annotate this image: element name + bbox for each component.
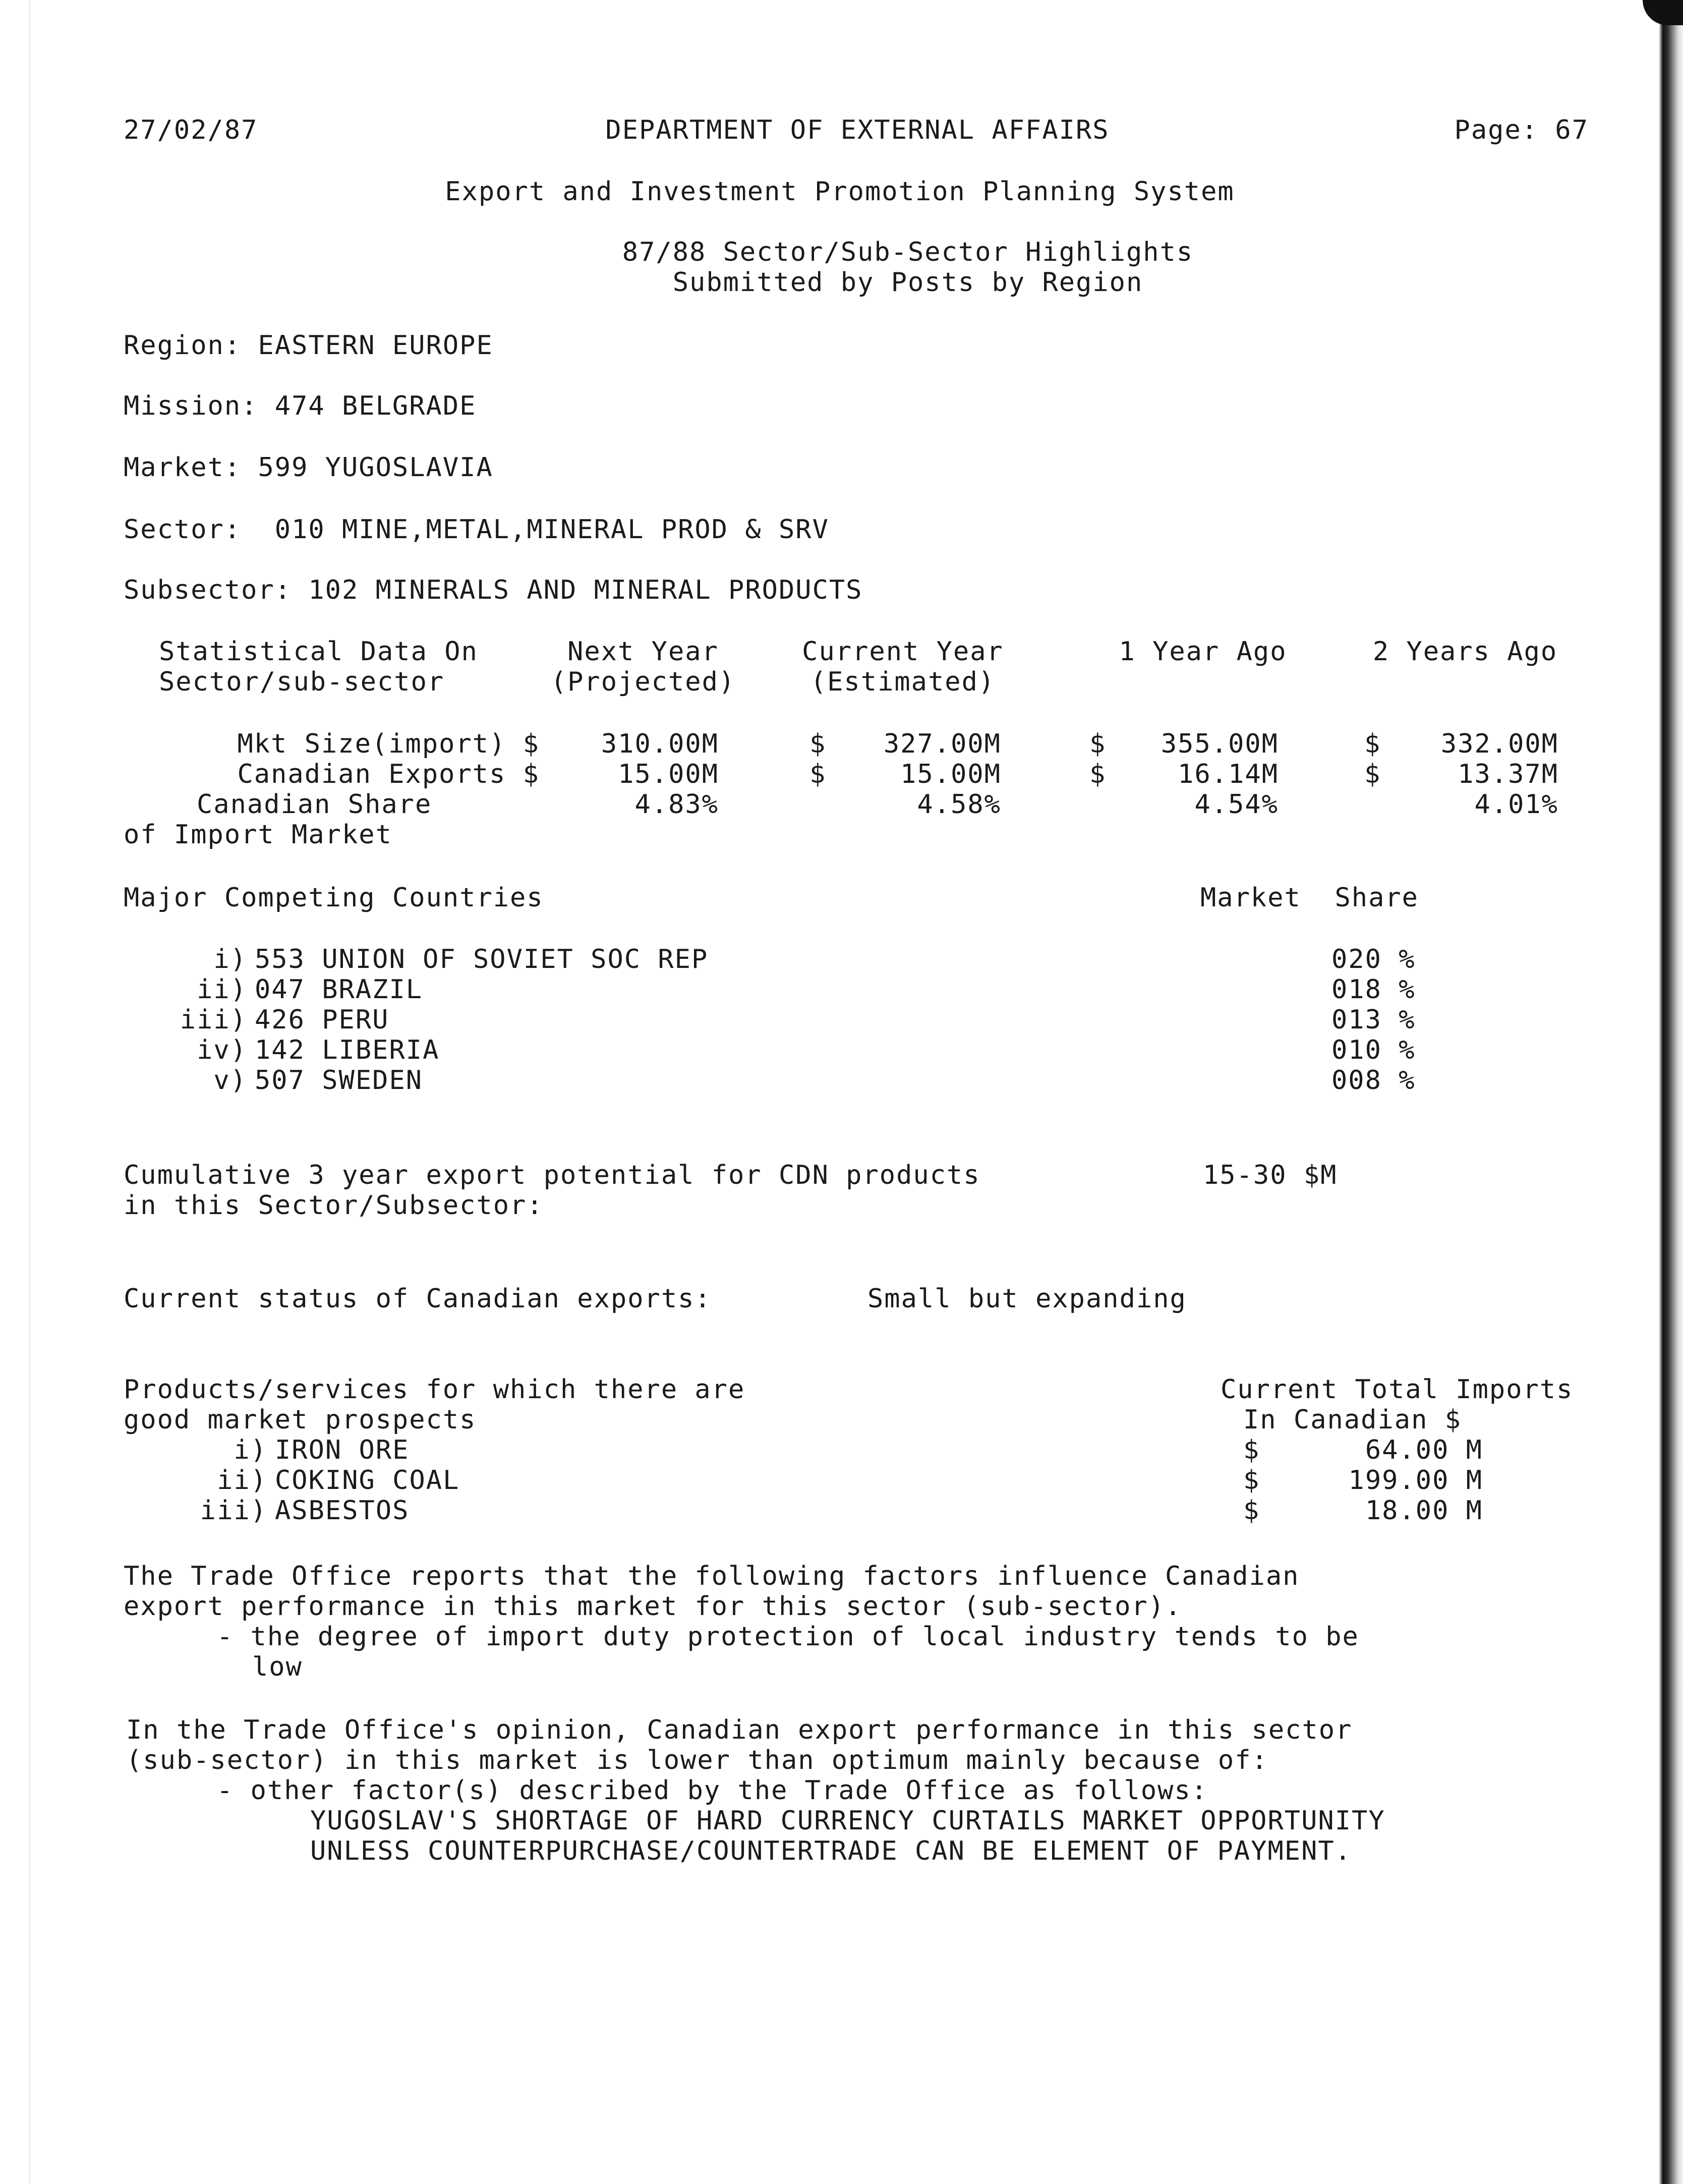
col-current-year: Current Year [802,637,1004,667]
currency-symbol: $ [809,729,827,759]
product-name: IRON ORE [275,1435,410,1465]
opinion-bullet: - other factor(s) described by the Trade Office as follows: [217,1775,1208,1806]
cell-two-years-ago: 4.01% [1474,789,1558,820]
currency-symbol: $ [1364,729,1381,759]
factors-bullet: - the degree of import duty protection of local industry tends to be [217,1622,1359,1652]
page-left-edge [29,0,30,2184]
product-imports-value: 199.00 M [1348,1465,1483,1496]
cell-two-years-ago: 13.37M [1458,759,1558,789]
currency-symbol: $ [1364,759,1381,789]
row-label: Canadian Exports $ [237,759,540,789]
country-share: 010 % [1331,1035,1416,1065]
report-title: 87/88 Sector/Sub-Sector Highlights [622,237,1194,267]
country-share: 013 % [1331,1005,1416,1035]
product-imports-value: 64.00 M [1365,1435,1483,1465]
potential-line-2: in this Sector/Subsector: [124,1190,544,1221]
col-current-year-sub: (Estimated) [810,667,996,697]
row-label: Canadian Share [197,789,432,820]
country-name: 507 SWEDEN [255,1065,423,1096]
country-share: 008 % [1331,1065,1416,1096]
competitors-heading: Major Competing Countries [124,883,544,913]
stats-head-label-2: Sector/sub-sector [159,667,445,697]
currency-symbol: $ [1243,1435,1260,1465]
system-name: Export and Investment Promotion Planning System [445,177,1235,207]
item-number: iii) [180,1005,247,1035]
col-one-year-ago: 1 Year Ago [1119,637,1287,667]
country-name: 426 PERU [255,1005,389,1035]
item-number: i) [213,944,247,974]
cell-next-year: 310.00M [601,729,719,759]
cell-current-year: 327.00M [883,729,1001,759]
mission-field: Mission: 474 BELGRADE [124,391,477,421]
opinion-line-1: In the Trade Office's opinion, Canadian export performance in this sector [126,1715,1353,1745]
market-share-heading: Market Share [1200,883,1419,913]
item-number: ii) [217,1465,267,1496]
factors-bullet-cont: low [252,1652,303,1682]
country-name: 142 LIBERIA [255,1035,440,1065]
cell-one-year-ago: 16.14M [1178,759,1279,789]
market-field: Market: 599 YUGOSLAVIA [124,452,493,483]
potential-line-1: Cumulative 3 year export potential for CDN products [124,1160,980,1190]
report-subtitle: Submitted by Posts by Region [672,267,1143,298]
currency-symbol: $ [1089,759,1107,789]
product-imports-value: 18.00 M [1365,1496,1483,1526]
col-next-year: Next Year [567,637,719,667]
country-share: 018 % [1331,974,1416,1005]
subsector-field: Subsector: 102 MINERALS AND MINERAL PRODUCTS [124,575,863,605]
share-note: of Import Market [124,820,392,850]
opinion-line-2: (sub-sector) in this market is lower than optimum mainly because of: [126,1745,1268,1775]
products-line-2: good market prospects [124,1405,477,1435]
col-two-years-ago: 2 Years Ago [1372,637,1558,667]
department-name: DEPARTMENT OF EXTERNAL AFFAIRS [605,115,1110,145]
item-number: i) [234,1435,267,1465]
currency-symbol: $ [1243,1465,1260,1496]
region-field: Region: EASTERN EUROPE [124,330,493,361]
imports-heading: Current Total Imports [1221,1374,1574,1405]
opinion-detail-2: UNLESS COUNTERPURCHASE/COUNTERTRADE CAN BE ELEMENT OF PAYMENT. [310,1836,1352,1866]
stats-head-label: Statistical Data On [159,637,478,667]
cell-current-year: 4.58% [917,789,1001,820]
products-line-1: Products/services for which there are [124,1374,745,1405]
cell-one-year-ago: 4.54% [1194,789,1279,820]
item-number: iii) [200,1496,267,1526]
status-label: Current status of Canadian exports: [124,1284,712,1314]
item-number: v) [213,1065,247,1096]
page-right-edge [1648,0,1683,2184]
status-value: Small but expanding [867,1284,1187,1314]
factors-line-1: The Trade Office reports that the following factors influence Canadian [124,1561,1300,1591]
country-name: 553 UNION OF SOVIET SOC REP [255,944,709,974]
cell-one-year-ago: 355.00M [1160,729,1279,759]
item-number: iv) [197,1035,247,1065]
imports-subheading: In Canadian $ [1243,1405,1462,1435]
cell-next-year: 4.83% [634,789,719,820]
page-number: Page: 67 [1454,115,1589,145]
cell-next-year: 15.00M [618,759,719,789]
row-label: Mkt Size(import) $ [237,729,540,759]
item-number: ii) [197,974,247,1005]
potential-value: 15-30 $M [1203,1160,1338,1190]
product-name: ASBESTOS [275,1496,410,1526]
product-name: COKING COAL [275,1465,460,1496]
currency-symbol: $ [1243,1496,1260,1526]
country-share: 020 % [1331,944,1416,974]
sector-field: Sector: 010 MINE,METAL,MINERAL PROD & SRV [124,514,829,545]
opinion-detail-1: YUGOSLAV'S SHORTAGE OF HARD CURRENCY CURTAILS MARKET OPPORTUNITY [310,1806,1385,1836]
currency-symbol: $ [809,759,827,789]
cell-two-years-ago: 332.00M [1440,729,1558,759]
country-name: 047 BRAZIL [255,974,423,1005]
factors-line-2: export performance in this market for this sector (sub-sector). [124,1591,1182,1622]
cell-current-year: 15.00M [900,759,1001,789]
currency-symbol: $ [1089,729,1107,759]
report-date: 27/02/87 [124,115,258,145]
col-next-year-sub: (Projected) [550,667,736,697]
